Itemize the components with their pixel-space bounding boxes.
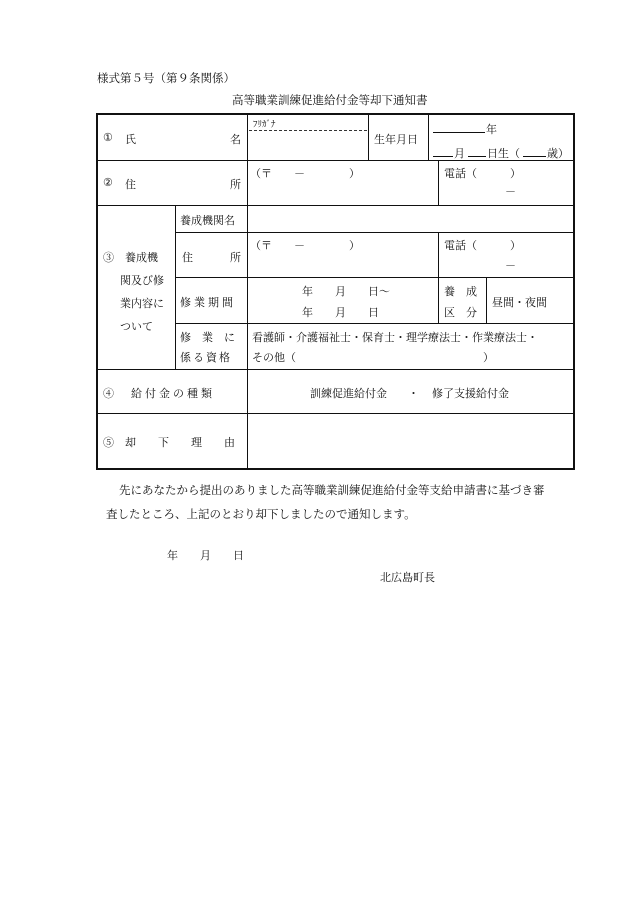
training-section-label-3: 業内容に xyxy=(120,297,164,310)
qualification-options[interactable]: 看護師・介護福祉士・保育士・理学療法士・作業療法士・ xyxy=(252,331,538,344)
training-section-label-2: 関及び修 xyxy=(120,274,164,287)
training-section-label-1: ③ 養成機 xyxy=(103,251,158,264)
training-type-options[interactable]: 昼間・夜間 xyxy=(492,296,547,309)
name-label-char-2: 名 xyxy=(230,133,241,146)
benefit-option-separator: ・ xyxy=(408,387,419,400)
rejection-reason-field[interactable] xyxy=(249,414,572,467)
name-label-number: ① xyxy=(103,131,113,144)
birth-year-blank[interactable] xyxy=(433,132,485,133)
study-period-start[interactable]: 年 月 日～ xyxy=(302,285,390,298)
furigana-label: ﾌﾘｶﾞﾅ xyxy=(253,120,276,130)
institution-name-field[interactable] xyxy=(249,206,572,231)
qualification-label-2: 係る資格 xyxy=(180,351,232,364)
phone-label: 電話（ ） xyxy=(444,167,521,180)
qualification-other[interactable]: その他（ ） xyxy=(252,351,494,364)
postal-code-field[interactable]: （〒 － ） xyxy=(250,167,360,180)
phone-dash: － xyxy=(505,185,516,198)
document-title: 高等職業訓練促進給付金等却下通知書 xyxy=(232,93,428,107)
address-label-char-1: 住 xyxy=(125,178,136,191)
institution-postal-field[interactable]: （〒 － ） xyxy=(250,239,360,252)
birth-day-suffix: 日生（ xyxy=(487,147,520,160)
signer-name: 北広島町長 xyxy=(380,571,435,584)
birth-year-suffix: 年 xyxy=(486,123,497,136)
institution-name-label: 養成機関名 xyxy=(180,214,235,227)
name-field[interactable] xyxy=(249,131,367,159)
birthdate-label: 生年月日 xyxy=(374,133,418,146)
address-label-number: ② xyxy=(103,176,113,189)
study-period-end[interactable]: 年 月 日 xyxy=(302,306,379,319)
institution-phone-dash: － xyxy=(505,259,516,272)
institution-address-label-1: 住 xyxy=(182,251,193,264)
benefit-option-completion[interactable]: 修了支援給付金 xyxy=(432,387,509,400)
institution-phone-label: 電話（ ） xyxy=(444,239,521,252)
birth-month-blank[interactable] xyxy=(433,156,453,157)
birth-day-blank[interactable] xyxy=(468,156,486,157)
age-blank[interactable] xyxy=(523,156,546,157)
address-label-char-2: 所 xyxy=(230,178,241,191)
birth-month-suffix: 月 xyxy=(454,147,465,160)
form-number: 様式第５号（第９条関係） xyxy=(97,71,235,85)
training-section-label-4: ついて xyxy=(120,320,153,333)
training-type-label-2: 区 分 xyxy=(444,306,477,319)
qualification-label-1: 修 業 に xyxy=(180,331,235,344)
notice-body-line-2: 査したところ、上記のとおり却下しましたので通知します。 xyxy=(106,507,416,521)
notice-body-line-1: 先にあなたから提出のありました高等職業訓練促進給付金等支給申請書に基づき審 xyxy=(119,483,545,497)
name-label-char-1: 氏 xyxy=(125,133,136,146)
benefit-option-training[interactable]: 訓練促進給付金 xyxy=(310,387,387,400)
training-type-label-1: 養 成 xyxy=(444,285,477,298)
institution-address-label-2: 所 xyxy=(230,251,241,264)
study-period-label: 修業期間 xyxy=(180,296,236,309)
age-suffix: 歳） xyxy=(547,147,569,160)
notice-date: 年 月 日 xyxy=(167,549,244,562)
benefit-type-label: ④ 給付金の種類 xyxy=(103,387,215,400)
rejection-reason-label: ⑤ 却 下 理 由 xyxy=(103,436,235,449)
